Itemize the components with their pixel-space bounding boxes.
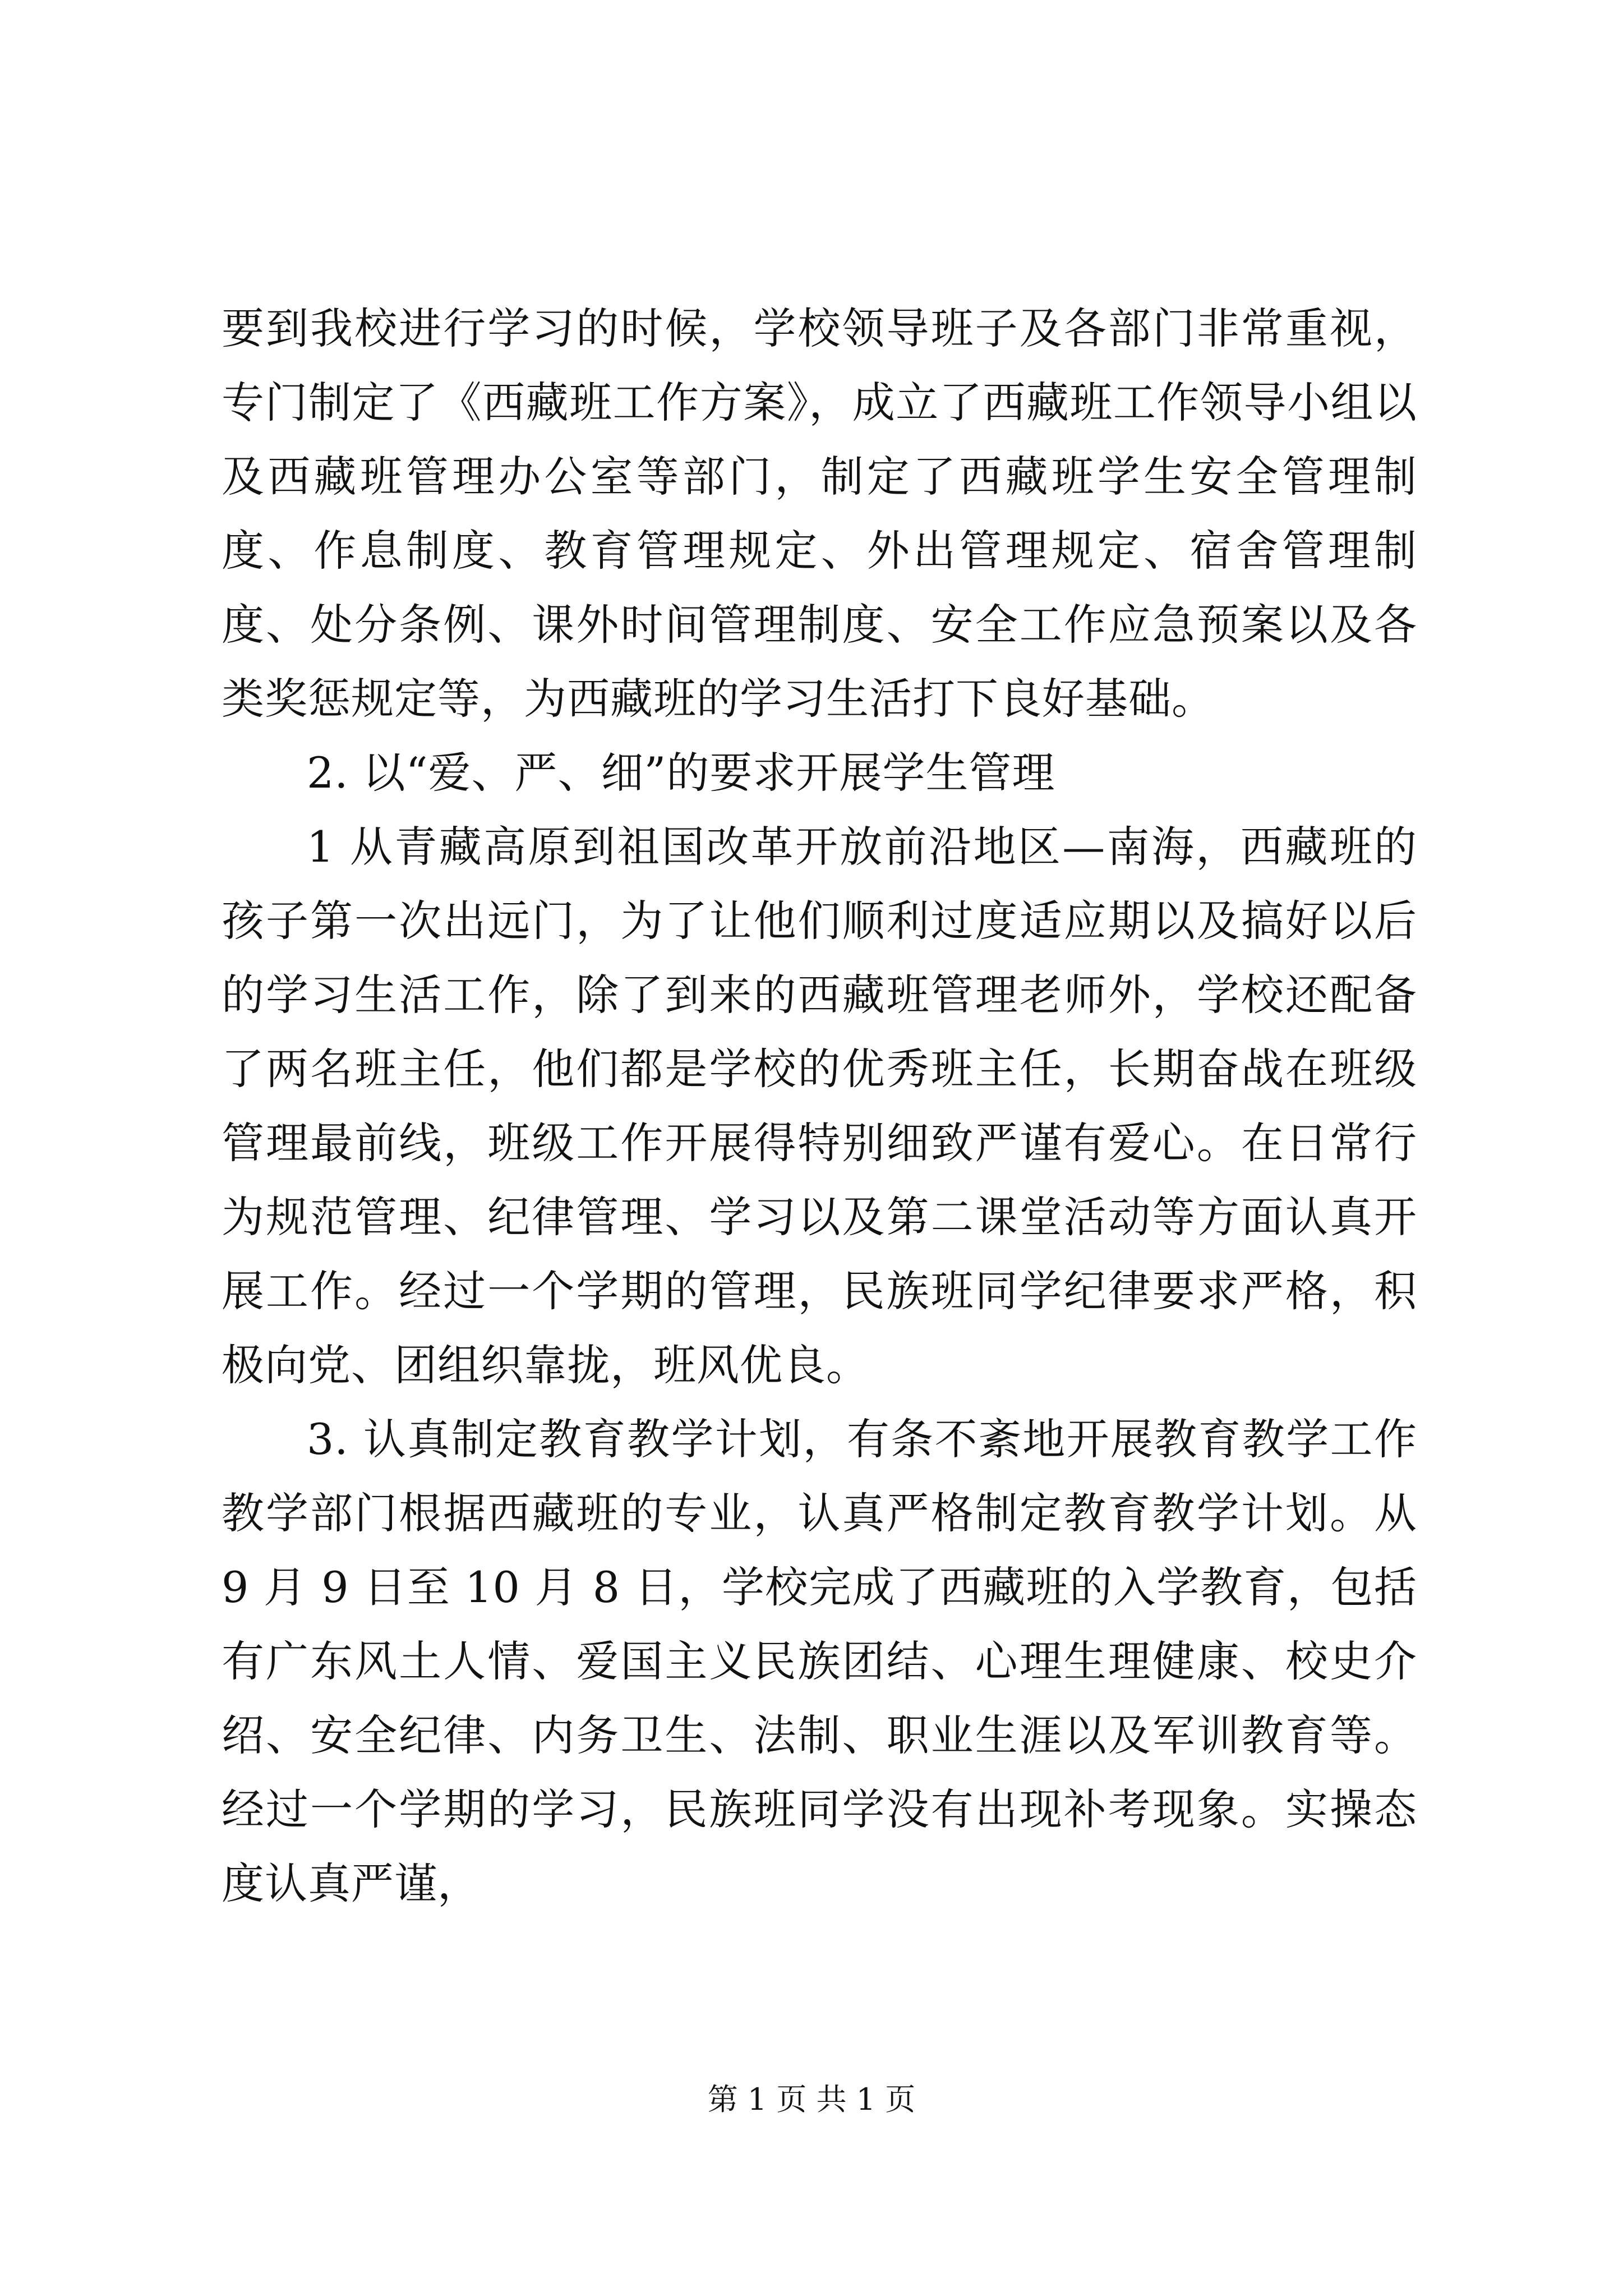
paragraph-teaching-plan: 3. 认真制定教育教学计划，有条不紊地开展教育教学工作教学部门根据西藏班的专业，认真严格制定教育教学计划。从 9 月 9 日至 10 月 8 日，学校完成了西藏班的入学教育，包括有广东风土人情、爱国主义民族团结、心理生理健康、校史介绍、安全纪律、内务卫生、法制、职业生涯以及军训教育等。经过一个学期的学习，民族班同学没有出现补考现象。实操态度认真严谨， (222, 1414, 1417, 1908)
paragraph-continuation: 要到我校进行学习的时候，学校领导班子及各部门非常重视，专门制定了《西藏班工作方案》，成立了西藏班工作领导小组以及西藏班管理办公室等部门，制定了西藏班学生安全管理制度、作息制度、教育管理规定、外出管理规定、宿舍管理制度、处分条例、课外时间管理制度、安全工作应急预案以及各类奖惩规定等，为西藏班的学习生活打下良好基础。 (222, 303, 1417, 724)
document-body (222, 292, 1417, 1921)
section-heading-2: 2. 以“爱、严、细”的要求开展学生管理 (307, 748, 1055, 798)
paragraph-student-management: 1 从青藏高原到祖国改革开放前沿地区—南海，西藏班的孩子第一次出远门，为了让他们顺利过度适应期以及搞好以后的学习生活工作，除了到来的西藏班管理老师外，学校还配备了两名班主任，他们都是学校的优秀班主任，长期奋战在班级管理最前线，班级工作开展得特别细致严谨有爱心。在日常行为规范管理、纪律管理、学习以及第二课堂活动等方面认真开展工作。经过一个学期的管理，民族班同学纪律要求严格，积极向党、团组织靠拢，班风优良。 (222, 822, 1417, 1390)
page-footer: 第 1 页 共 1 页 (707, 2082, 916, 2117)
